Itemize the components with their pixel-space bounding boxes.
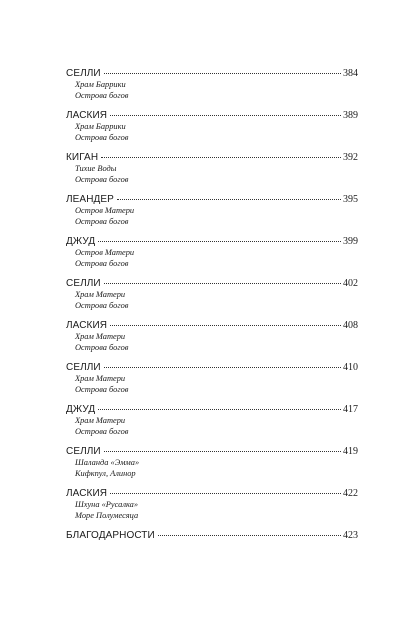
- dot-leader: [101, 157, 341, 158]
- toc-entry-line[interactable]: [66, 152, 358, 164]
- toc-entry: [66, 110, 358, 143]
- toc-entry-region: Острова богов: [75, 258, 129, 268]
- toc-entry-line[interactable]: [66, 236, 358, 248]
- toc-entry-page: 392: [343, 152, 358, 163]
- toc-entry-line[interactable]: [66, 110, 358, 122]
- toc-entry-location: Остров Матери: [75, 206, 135, 215]
- toc-entry-region: Острова богов: [75, 132, 129, 142]
- toc-entry-location: Шаланда «Эмма»: [75, 458, 140, 467]
- toc-entry-page: 408: [343, 320, 358, 331]
- toc-entry-page: 384: [343, 68, 358, 79]
- toc-entry-line[interactable]: [66, 488, 358, 500]
- toc-entry-region: Острова богов: [75, 174, 129, 184]
- toc-entry-page: 422: [343, 488, 358, 499]
- toc-entry: [66, 236, 358, 269]
- dot-leader: [98, 409, 341, 410]
- toc-entry: [66, 530, 358, 542]
- table-of-contents: [66, 68, 358, 551]
- toc-entry-location: Храм Баррики: [75, 122, 126, 131]
- toc-entry-title: ДЖУД: [66, 404, 96, 415]
- dot-leader: [110, 493, 341, 494]
- dot-leader: [158, 535, 341, 536]
- toc-entry-title: ЛАСКИЯ: [66, 110, 108, 121]
- toc-entry-location: Тихие Воды: [75, 164, 117, 173]
- toc-entry: [66, 446, 358, 479]
- toc-entry-title: СЕЛЛИ: [66, 362, 101, 373]
- toc-entry-location: Храм Матери: [75, 290, 126, 299]
- toc-entry-title: ЛАСКИЯ: [66, 320, 108, 331]
- toc-entry-location: Шхуна «Русалка»: [75, 500, 139, 509]
- toc-entry-location: Храм Матери: [75, 416, 126, 425]
- toc-entry-line[interactable]: [66, 404, 358, 416]
- toc-entry: [66, 68, 358, 101]
- toc-entry-region: Острова богов: [75, 90, 129, 100]
- toc-entry: [66, 152, 358, 185]
- dot-leader: [104, 283, 341, 284]
- toc-entry-line[interactable]: [66, 68, 358, 80]
- toc-entry-region: Острова богов: [75, 216, 129, 226]
- toc-entry: [66, 278, 358, 311]
- toc-entry-title: ДЖУД: [66, 236, 96, 247]
- toc-entry-region: Острова богов: [75, 300, 129, 310]
- toc-entry-line[interactable]: [66, 530, 358, 542]
- dot-leader: [110, 115, 341, 116]
- toc-entry-title: КИГАН: [66, 152, 99, 163]
- toc-entry-title: СЕЛЛИ: [66, 278, 101, 289]
- dot-leader: [98, 241, 341, 242]
- toc-entry-page: 402: [343, 278, 358, 289]
- toc-entry-page: 423: [343, 530, 358, 541]
- toc-entry-region: Острова богов: [75, 426, 129, 436]
- toc-entry-location: Храм Матери: [75, 332, 126, 341]
- toc-entry-line[interactable]: [66, 446, 358, 458]
- toc-entry: [66, 488, 358, 521]
- dot-leader: [104, 451, 341, 452]
- dot-leader: [104, 367, 341, 368]
- toc-entry-title: БЛАГОДАРНОСТИ: [66, 530, 155, 541]
- toc-entry-line[interactable]: [66, 194, 358, 206]
- toc-entry-region: Море Полумесяца: [75, 510, 139, 520]
- toc-entry-location: Остров Матери: [75, 248, 135, 257]
- toc-entry-page: 399: [343, 236, 358, 247]
- toc-entry-location: Храм Матери: [75, 374, 126, 383]
- toc-entry-location: Храм Баррики: [75, 80, 126, 89]
- toc-entry: [66, 194, 358, 227]
- toc-entry: [66, 320, 358, 353]
- toc-entry-region: Кифкпул, Алинор: [75, 468, 136, 478]
- toc-entry: [66, 404, 358, 437]
- toc-entry-line[interactable]: [66, 362, 358, 374]
- dot-leader: [110, 325, 341, 326]
- toc-entry-line[interactable]: [66, 320, 358, 332]
- toc-entry-title: ЛАСКИЯ: [66, 488, 108, 499]
- toc-entry-region: Острова богов: [75, 342, 129, 352]
- toc-entry-page: 419: [343, 446, 358, 457]
- toc-entry-page: 417: [343, 404, 358, 415]
- toc-entry-title: СЕЛЛИ: [66, 68, 101, 79]
- toc-entry-region: Острова богов: [75, 384, 129, 394]
- toc-entry-page: 395: [343, 194, 358, 205]
- toc-entry-page: 389: [343, 110, 358, 121]
- toc-entry: [66, 362, 358, 395]
- toc-entry-page: 410: [343, 362, 358, 373]
- toc-entry-line[interactable]: [66, 278, 358, 290]
- toc-entry-title: ЛЕАНДЕР: [66, 194, 114, 205]
- dot-leader: [117, 199, 341, 200]
- toc-entry-title: СЕЛЛИ: [66, 446, 101, 457]
- dot-leader: [104, 73, 341, 74]
